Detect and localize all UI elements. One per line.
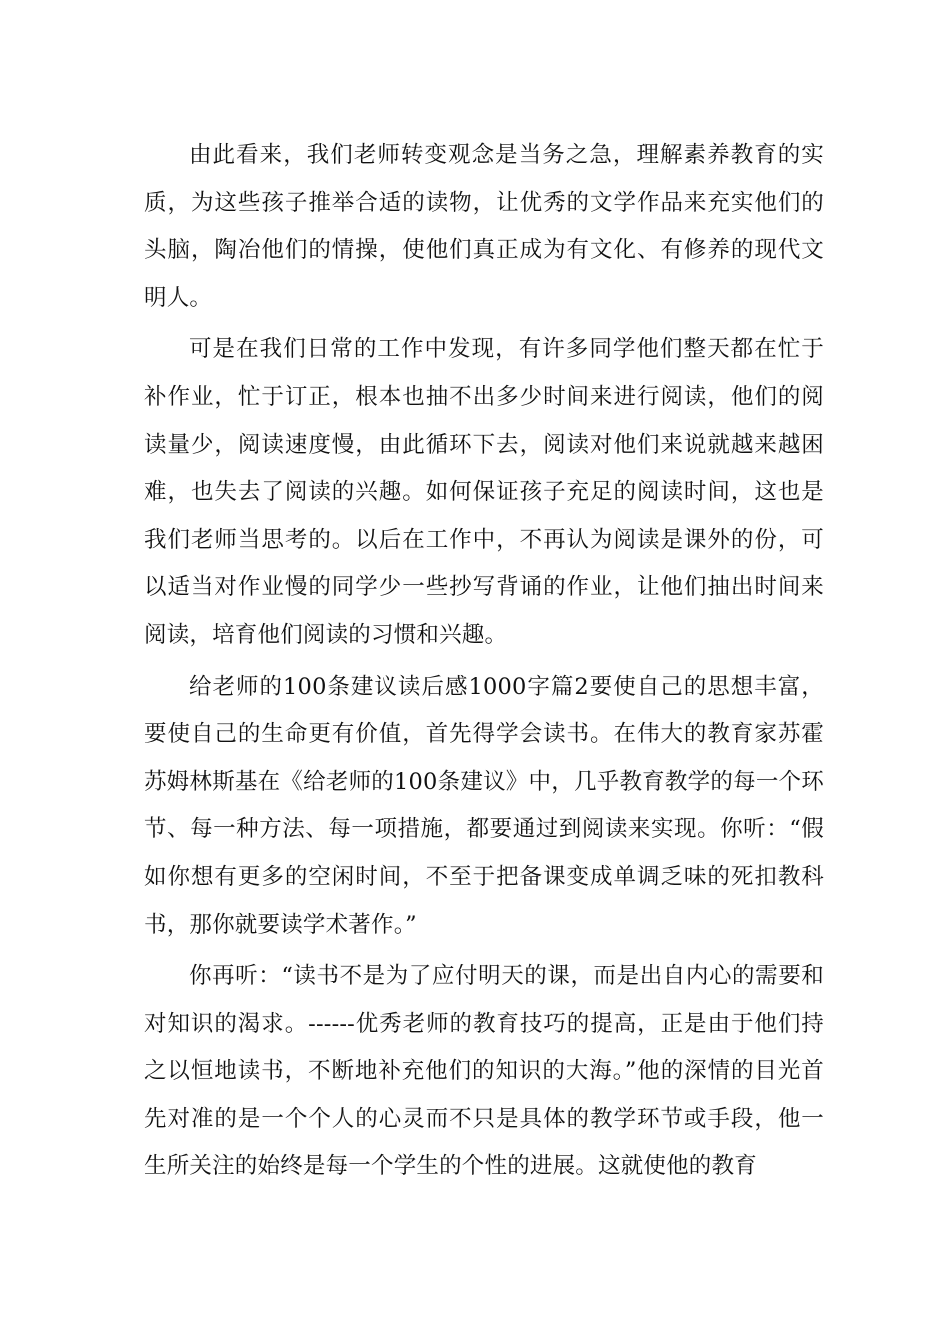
paragraph-3: 给老师的100条建议读后感1000字篇2要使自己的思想丰富，要使自己的生命更有价值，首先得学会读书。在伟大的教育家苏霍苏姆林斯基在《给老师的100条建议》中，几乎教育教学的每一个环节、每一种方法、每一项措施，都要通过到阅读来实现。你听：“假如你想有更多的空闲时间，不至于把备课变成单调乏味的死扣教科书，那你就要读学术著作。” (144, 673, 824, 938)
paragraph-1: 由此看来，我们老师转变观念是当务之急，理解素养教育的实质，为这些孩子推举合适的读物，让优秀的文学作品来充实他们的头脑，陶冶他们的情操，使他们真正成为有文化、有修养的现代文明人。 (144, 142, 824, 311)
paragraph-4: 你再听：“读书不是为了应付明天的课，而是出自内心的需要和对知识的渴求。------优秀老师的教育技巧的提高，正是由于他们持之以恒地读书，不断地补充他们的知识的大海。”他的深情的目光首先对准的是一个个人的心灵而不只是具体的教学环节或手段，他一生所关注的始终是每一个学生的个性的进展。这就使他的教育 (144, 963, 824, 1180)
paragraph-2: 可是在我们日常的工作中发现，有许多同学他们整天都在忙于补作业，忙于订正，根本也抽不出多少时间来进行阅读，他们的阅读量少，阅读速度慢，由此循环下去，阅读对他们来说就越来越困难，也失去了阅读的兴趣。如何保证孩子充足的阅读时间，这也是我们老师当思考的。以后在工作中，不再认为阅读是课外的份，可以适当对作业慢的同学少一些抄写背诵的作业，让他们抽出时间来阅读，培育他们阅读的习惯和兴趣。 (144, 336, 824, 648)
document-body (144, 132, 824, 1195)
